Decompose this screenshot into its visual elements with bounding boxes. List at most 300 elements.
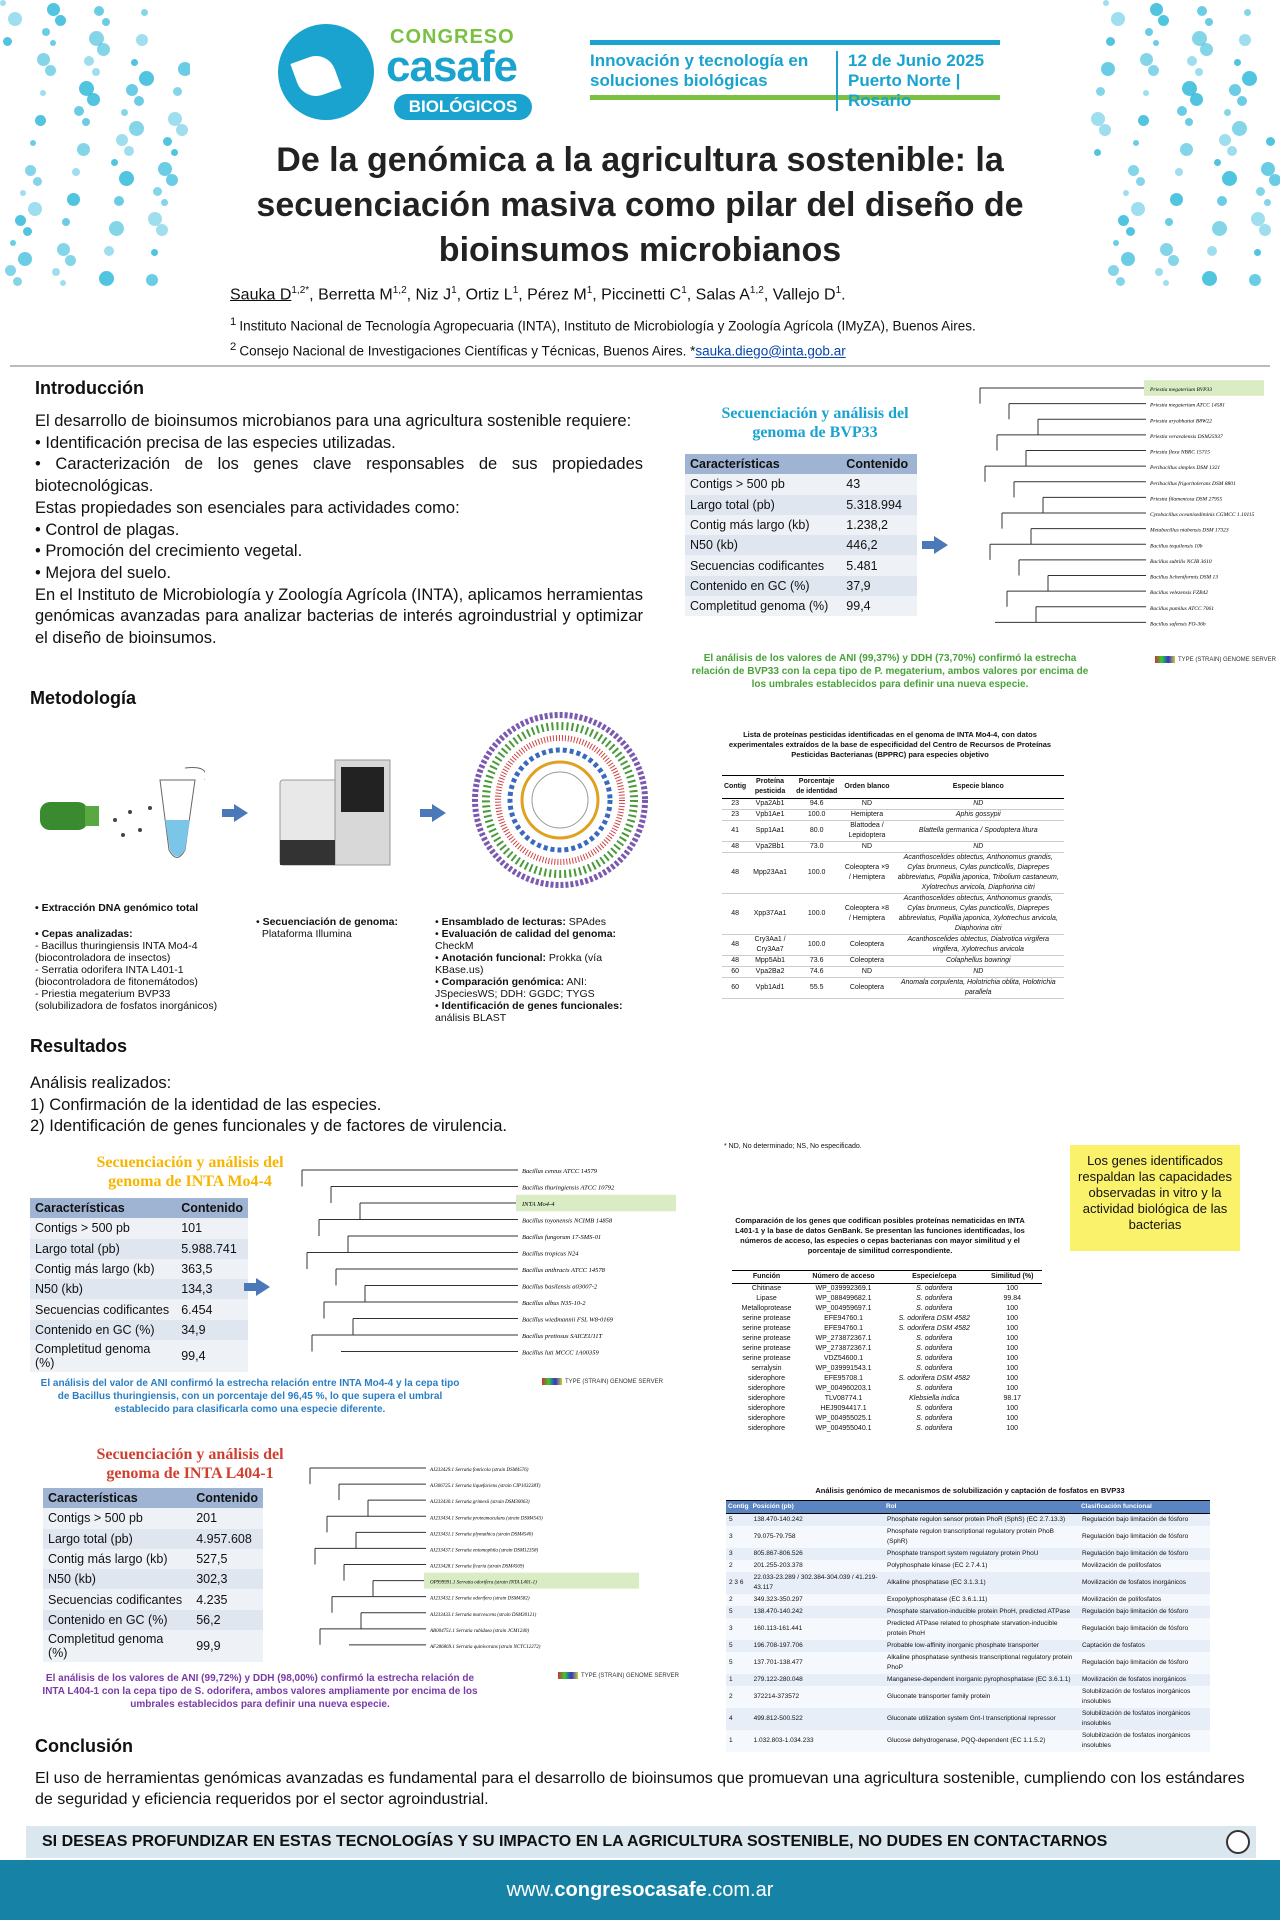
- table-cell: 98.17: [1003, 1395, 1021, 1402]
- table-cell: WP_004960203.1: [815, 1385, 872, 1392]
- table-cell: Polyphosphate kinase (EC 2.7.4.1): [887, 1562, 988, 1569]
- table-cell: Phosphate transport system regulatory protein PhoU: [887, 1550, 1039, 1557]
- pesticidal-table-title: Lista de proteínas pesticidas identificadas en el genoma de INTA Mo4-4, con datos experimentales extraídos de la base de especificidad del Centro de Recursos de Proteínas Pesticidas Bacterianas (BPPRC) para especies objetivo: [728, 730, 1052, 759]
- qr-code-icon[interactable]: [1226, 1830, 1250, 1854]
- tree-label: AJ233432.1 Serratia odorifera (strain DSM4582): [430, 1596, 530, 1602]
- table-row: [685, 535, 917, 555]
- table-cell: Solubilización de fosfatos inorgánicos insolubles: [1081, 1688, 1191, 1705]
- table-row: [30, 1218, 248, 1238]
- header-separator: [10, 365, 1270, 367]
- pattern-dot: [1239, 34, 1251, 46]
- tree-label: Bacillus fungorum 17-SMS-01: [522, 1234, 602, 1241]
- table-cell: 279.122-280.048: [753, 1676, 803, 1683]
- table-cell: S. odorifera: [916, 1355, 953, 1362]
- table-cell: 100: [1006, 1305, 1019, 1312]
- tree-label: OP999991.1 Serratia odorifera (strain INTA L401-1): [430, 1580, 537, 1586]
- pattern-dot: [1158, 15, 1169, 26]
- table-cell: Predicted ATPase related to phosphate starvation-inducible protein PhoH: [887, 1620, 1058, 1637]
- table-cell: 100.0: [792, 810, 841, 821]
- table-cell: Spp1Aa1: [748, 821, 792, 842]
- tree-label: Bacillus pretiosus SAICEU11T: [522, 1333, 603, 1340]
- author-name: Sauka D: [230, 286, 292, 304]
- table-row: [732, 1334, 1042, 1344]
- contact-banner-text: SI DESEAS PROFUNDIZAR EN ESTAS TECNOLOGÍAS Y SU IMPACTO EN LA AGRICULTURA SOSTENIBLE, NO DUDES EN CONTACTARNOS: [42, 1833, 1108, 1850]
- arrow-right-icon: [234, 804, 248, 822]
- pattern-dot: [37, 53, 50, 66]
- table-cell: 43: [841, 474, 917, 494]
- table-cell: 137.701-138.477: [753, 1659, 803, 1666]
- pattern-dot: [1200, 43, 1213, 56]
- pattern-dot: [65, 255, 76, 266]
- event-date: 12 de Junio 2025: [848, 51, 985, 70]
- tree-label: AJ233437.1 Serratia entomophila (strain DSM12358): [430, 1548, 539, 1554]
- table-cell: Contenido en GC (%): [685, 576, 841, 596]
- event-info: [590, 40, 1000, 110]
- pattern-dot: [114, 196, 124, 206]
- pattern-dot: [45, 65, 56, 76]
- pattern-dot: [1118, 215, 1129, 226]
- table-row: [685, 596, 917, 616]
- arrow-right-icon: [256, 1278, 270, 1296]
- pattern-dot: [97, 43, 110, 56]
- table-cell: Contig más largo (kb): [43, 1549, 191, 1569]
- pattern-dot: [1116, 277, 1125, 286]
- table-cell: 100: [1006, 1415, 1019, 1422]
- table-cell: siderophore: [748, 1425, 785, 1432]
- pesticidal-footnote: * ND, No determinado; NS, No especificado.: [724, 1143, 862, 1150]
- table-cell: 73.0: [792, 842, 841, 853]
- pattern-dot: [82, 118, 90, 126]
- table-cell: ND: [841, 967, 892, 978]
- logo-casafe: casafe: [386, 42, 518, 91]
- leaf-icon: [290, 50, 341, 101]
- results-line: 2) Identificación de genes funcionales y de factores de virulencia.: [30, 1117, 507, 1136]
- table-header: Contenido: [841, 454, 917, 474]
- table-cell: 363,5: [176, 1259, 248, 1279]
- table-cell: 99,9: [191, 1630, 263, 1662]
- tree-label: INTA Mo4-4: [522, 1201, 555, 1208]
- tree-label: Bacillus albus N35-10-2: [522, 1300, 586, 1307]
- mo44-tygs-logo: [542, 1378, 663, 1386]
- table-row: [732, 1414, 1042, 1424]
- methods-strain: (biocontroladora de insectos): [35, 952, 171, 964]
- affiliation-1-text: Instituto Nacional de Tecnología Agropecuaria (INTA), Instituto de Microbiología y Zoología Agrícola (IMyZA), Buenos Aires.: [239, 318, 976, 334]
- table-cell: S. odorifera: [916, 1385, 953, 1392]
- intro-line: • Identificación precisa de las especies utilizadas.: [35, 433, 396, 452]
- table-cell: Movilización de polifosfatos: [1081, 1562, 1162, 1569]
- table-cell: 2: [729, 1596, 733, 1603]
- illumina-sequencer-illustration: [275, 755, 400, 875]
- tree-label: Priestia filamentosa DSM 27955: [1150, 496, 1223, 503]
- pattern-dot: [141, 9, 148, 16]
- table-cell: 100: [1006, 1345, 1019, 1352]
- pattern-dot: [1256, 187, 1265, 196]
- pattern-dot: [94, 6, 104, 16]
- methods-strain: - Bacillus thuringiensis INTA Mo4-4: [35, 940, 198, 952]
- intro-line: • Caracterización de los genes clave responsables de sus propiedades biotecnológicas.: [35, 455, 643, 496]
- table-row: [722, 842, 1064, 853]
- tree-label: Bacillus velezensis FZB42: [1150, 590, 1209, 597]
- author-affiliation-sup: 1: [451, 285, 457, 296]
- table-row: [732, 1404, 1042, 1414]
- pattern-dot: [60, 280, 66, 286]
- table-cell: 1: [729, 1676, 733, 1683]
- table-header: Clasificación funcional: [1079, 1501, 1210, 1514]
- bvp33-tygs-logo: [1155, 656, 1276, 664]
- table-row: [726, 1674, 1210, 1686]
- table-row: [732, 1284, 1042, 1295]
- pattern-dot: [25, 165, 36, 176]
- poster-title: De la genómica a la agricultura sostenible: la secuenciación masiva como pilar del diseño de bioinsumos microbianos: [256, 141, 1024, 269]
- table-cell: 100: [1006, 1375, 1019, 1382]
- table-cell: ND: [893, 799, 1064, 810]
- table-cell: WP_004959697.1: [815, 1305, 872, 1312]
- methods-step-label: Evaluación de calidad del genoma:: [441, 928, 617, 940]
- pattern-dot: [163, 137, 172, 146]
- table-cell: Gluconate transporter family protein: [887, 1693, 991, 1700]
- tree-label: Cytobacillus oceanisediminis CGMCC 1.10115: [1150, 512, 1255, 518]
- table-cell: 2: [729, 1693, 733, 1700]
- pattern-dot: [1094, 149, 1101, 156]
- tree-label: AF286869.1 Serratia quinivorans (strain NCTC12272): [430, 1644, 541, 1650]
- pattern-dot: [1207, 246, 1217, 256]
- table-cell: Regulación bajo limitación de fósforo: [1081, 1516, 1189, 1523]
- table-row: [726, 1606, 1210, 1618]
- mo44-caption: El análisis del valor de ANI confirmó la estrecha relación entre INTA Mo4-4 y la cepa tipo de Bacillus thuringiensis, con un porcentaje del 96,45 %, lo que supera el umbral establecido para clasificarla como una especie diferente.: [40, 1378, 460, 1415]
- table-row: [732, 1384, 1042, 1394]
- tree-label: AJ233428.1 Serratia ficaria (strain DSM4569): [430, 1564, 525, 1570]
- table-cell: Vpb1Ad1: [748, 978, 792, 999]
- intro-line: • Mejora del suelo.: [35, 563, 172, 582]
- pattern-dot: [1187, 56, 1197, 66]
- methods-col-3: [435, 916, 645, 1024]
- dna-extraction-illustration: [35, 760, 205, 875]
- pattern-dot: [1126, 227, 1135, 236]
- pattern-dot: [72, 168, 80, 176]
- event-place: Puerto Norte | Rosario: [848, 71, 961, 110]
- table-row: [30, 1259, 248, 1279]
- pattern-dot: [87, 93, 100, 106]
- pattern-dot: [136, 34, 148, 46]
- table-row: [732, 1424, 1042, 1434]
- table-row: [732, 1304, 1042, 1314]
- table-row: [732, 1294, 1042, 1304]
- table-cell: Solubilización de fosfatos inorgánicos insolubles: [1081, 1710, 1191, 1727]
- tree-label: Priestia megaterium ATCC 14581: [1150, 402, 1226, 409]
- methods-sequencing-value: Plataforma Illumina: [261, 928, 352, 940]
- pattern-dot: [1170, 193, 1183, 206]
- pattern-dot: [166, 174, 178, 186]
- pattern-dot: [1143, 90, 1149, 96]
- pattern-dot: [0, 0, 6, 6]
- mo44-table: [30, 1198, 248, 1372]
- pattern-dot: [1205, 18, 1213, 26]
- table-cell: Glucose dehydrogenase, PQQ-dependent (EC 1.1.5.2): [887, 1737, 1046, 1744]
- table-cell: siderophore: [748, 1395, 785, 1402]
- table-header: Orden blanco: [841, 776, 892, 799]
- tree-label: Bacillus cereus ATCC 14579: [522, 1168, 598, 1175]
- table-cell: Regulación bajo limitación de fósforo: [1081, 1625, 1189, 1632]
- pattern-dot: [151, 249, 158, 256]
- table-cell: 80.0: [792, 821, 841, 842]
- table-cell: 100: [1006, 1385, 1019, 1392]
- table-cell: 446,2: [841, 535, 917, 555]
- methods-step-value: SPAdes: [565, 916, 606, 928]
- tygs-text: TYPE (STRAIN) GENOME SERVER: [581, 1673, 679, 1680]
- event-tagline: Innovación y tecnología en soluciones biológicas: [590, 51, 809, 90]
- table-cell: 23: [722, 799, 748, 810]
- table-row: [722, 894, 1064, 935]
- table-cell: EFE94760.1: [824, 1325, 863, 1332]
- contact-banner: [26, 1826, 1256, 1858]
- table-cell: S. odorifera: [916, 1345, 953, 1352]
- pattern-dot: [28, 202, 42, 216]
- table-cell: WP_273872367.1: [815, 1335, 872, 1342]
- table-cell: siderophore: [748, 1375, 785, 1382]
- table-cell: Probable low-affinity inorganic phosphate transporter: [887, 1642, 1040, 1649]
- intro-line: En el Instituto de Microbiología y Zoología Agrícola (INTA), aplicamos herramientas genómicas avanzadas para analizar bacterias de interés agroindustrial y optimizar el diseño de bioinsumos.: [35, 585, 643, 648]
- table-cell: 5.988.741: [176, 1239, 248, 1259]
- table-cell: 3: [729, 1625, 733, 1632]
- table-cell: siderophore: [748, 1385, 785, 1392]
- pattern-dot: [77, 143, 90, 156]
- l4041-tygs-logo: [558, 1672, 679, 1680]
- intro-line: Estas propiedades son esenciales para actividades como:: [35, 498, 460, 517]
- table-cell: 79.075-79.758: [753, 1533, 796, 1540]
- table-cell: Captación de fosfatos: [1081, 1642, 1145, 1649]
- table-cell: Metalloprotease: [741, 1305, 792, 1312]
- table-cell: 201.255-203.378: [753, 1562, 803, 1569]
- table-cell: 100: [1006, 1285, 1019, 1292]
- author-affiliation-sup: 1,2: [392, 285, 407, 296]
- table-cell: Contig más largo (kb): [30, 1259, 176, 1279]
- pattern-dot: [1264, 199, 1271, 206]
- table-cell: ND: [841, 799, 892, 810]
- intro-heading: Introducción: [35, 378, 144, 398]
- table-header: Especie blanco: [893, 776, 1064, 799]
- tree-label: Bacillus pumilus ATCC 7061: [1150, 605, 1215, 612]
- tree-label: AB004751.1 Serratia rubidaea (strain JCM1240): [430, 1628, 530, 1634]
- nematicidal-table-title: Comparación de los genes que codifican posibles proteínas nematicidas en INTA L401-1 y la base de datos GenBank. Se presentan las funciones identificadas, los números de acceso, las especies o cepas bacterianas con mayor similitud y el porcentaje de similitud correspondiente.: [735, 1216, 1025, 1255]
- table-cell: 34,9: [176, 1320, 248, 1340]
- methods-step: • Ensamblado de lecturas: SPAdes: [435, 916, 606, 928]
- table-row: [43, 1589, 263, 1609]
- author-affiliation-sup: 1,2: [749, 285, 764, 296]
- table-cell: 99,4: [841, 596, 917, 616]
- table-cell: Exopolyphosphatase (EC 3.6.1.11): [887, 1596, 988, 1603]
- table-cell: Regulación bajo limitación de fósforo: [1081, 1550, 1189, 1557]
- pattern-dot: [173, 87, 182, 96]
- pattern-dot: [1195, 68, 1203, 76]
- author-name: Salas A: [695, 286, 750, 304]
- table-row: [722, 853, 1064, 894]
- methods-heading: Metodología: [30, 688, 136, 708]
- table-cell: siderophore: [748, 1405, 785, 1412]
- table-header: Posición (pb): [751, 1501, 884, 1514]
- l4041-table: [43, 1488, 263, 1662]
- table-cell: Phosphate regulon transcriptional regulatory protein PhoB (SphR): [887, 1528, 1054, 1545]
- pattern-dot: [1140, 53, 1153, 66]
- table-row: [43, 1569, 263, 1589]
- pattern-dot: [1266, 137, 1275, 146]
- pattern-dot: [1099, 124, 1111, 136]
- pattern-dot: [156, 224, 168, 236]
- table-cell: 100: [1006, 1325, 1019, 1332]
- table-cell: Coleoptera: [841, 978, 892, 999]
- table-cell: 5.481: [841, 555, 917, 575]
- tygs-text: TYPE (STRAIN) GENOME SERVER: [1178, 657, 1276, 664]
- table-row: [732, 1344, 1042, 1354]
- arrow-right-icon: [432, 804, 446, 822]
- table-cell: 100: [1006, 1355, 1019, 1362]
- pattern-dot: [1108, 265, 1119, 276]
- table-cell: Movilización de polifosfatos: [1081, 1596, 1162, 1603]
- pattern-dot: [178, 62, 190, 76]
- email-link[interactable]: sauka.diego@inta.gob.ar: [695, 343, 846, 359]
- tree-label: Peribacillus frigoritolerans DSM 8801: [1150, 480, 1236, 487]
- pattern-dot: [171, 149, 178, 156]
- table-cell: 805.867-806.526: [753, 1550, 803, 1557]
- pattern-dot: [1128, 165, 1139, 176]
- pattern-dot: [1254, 249, 1261, 256]
- table-row: [722, 810, 1064, 821]
- phosphate-table: [726, 1500, 1210, 1752]
- table-cell: Alkaline phosphatase (EC 3.1.3.1): [887, 1579, 986, 1586]
- methods-step: • Comparación genómica: ANI: JSpeciesWS; DDH: GGDC; TYGS: [435, 976, 595, 1000]
- pesticidal-table: [722, 775, 1064, 999]
- pattern-dot: [1106, 37, 1115, 46]
- pattern-dot: [84, 56, 94, 66]
- table-header: Contig: [726, 1501, 751, 1514]
- table-row: [722, 956, 1064, 967]
- table-cell: S. odorifera: [916, 1415, 953, 1422]
- table-row: [43, 1610, 263, 1630]
- table-cell: Manganese-dependent inorganic pyrophosphatase (EC 3.6.1.1): [887, 1676, 1071, 1683]
- pattern-dot: [1148, 65, 1159, 76]
- table-cell: 41: [722, 821, 748, 842]
- tree-label: Bacillus thuringiensis ATCC 10792: [522, 1184, 615, 1192]
- table-cell: 1.032.803-1.034.233: [753, 1737, 814, 1744]
- table-cell: 5: [729, 1516, 733, 1523]
- pattern-dot: [1150, 3, 1163, 16]
- authors: Sauka $D^{1,2*}$, Berretta M$^{1,2}$, Niz $J^1$, Ortiz $L^1$, Pérez $M^1$, Piccinetti $C^1$, Salas A$^{1,2}$, Vallejo $D^1$.: [230, 285, 846, 304]
- table-cell: 4.957.608: [191, 1529, 263, 1549]
- pattern-dot: [134, 96, 144, 106]
- methods-strain: - Priestia megaterium BVP33: [35, 988, 171, 1000]
- table-cell: 3: [729, 1550, 733, 1557]
- table-cell: Colaphellus bowringi: [893, 956, 1064, 967]
- tree-label: Priestia veravalensis DSM25937: [1150, 433, 1223, 440]
- tree-label: Metabacillus niabensis DSM 17323: [1150, 527, 1229, 534]
- table-cell: 23: [722, 810, 748, 821]
- pattern-dot: [1197, 6, 1207, 16]
- table-row: [722, 978, 1064, 999]
- table-cell: Lipase: [756, 1295, 777, 1302]
- table-row: [726, 1652, 1210, 1674]
- table-cell: S. odorifera DSM 4582: [898, 1315, 970, 1322]
- pattern-dot: [1168, 255, 1179, 266]
- table-cell: 5: [729, 1642, 733, 1649]
- methods-strains-title: • Cepas analizadas:: [35, 928, 133, 940]
- table-cell: Solubilización de fosfatos inorgánicos insolubles: [1081, 1732, 1191, 1749]
- pattern-dot: [139, 71, 154, 86]
- tygs-text: TYPE (STRAIN) GENOME SERVER: [565, 1379, 663, 1386]
- table-cell: Secuencias codificantes: [685, 555, 841, 575]
- table-row: [722, 821, 1064, 842]
- pattern-dot: [67, 193, 80, 206]
- tree-label: AJ233431.1 Serratia plymuthica (strain DSM4540): [430, 1532, 533, 1538]
- table-cell: 6.454: [176, 1299, 248, 1319]
- pattern-dot: [1136, 177, 1145, 186]
- pattern-dot: [1160, 243, 1173, 256]
- table-cell: S. odorifera: [916, 1425, 953, 1432]
- table-row: [732, 1364, 1042, 1374]
- pattern-dot: [116, 134, 128, 146]
- pattern-dot: [42, 28, 50, 36]
- pattern-dot: [1121, 252, 1135, 266]
- pattern-dot: [1214, 159, 1221, 166]
- table-cell: 3: [729, 1533, 733, 1540]
- table-cell: Completitud genoma (%): [30, 1340, 176, 1372]
- pattern-dot: [1227, 146, 1237, 156]
- pattern-dot: [176, 124, 188, 136]
- bvp33-table: [685, 454, 917, 616]
- footer-url-bold: congresocasafe: [554, 1879, 707, 1901]
- pattern-dot: [1155, 268, 1163, 276]
- logo-circle: [278, 24, 374, 120]
- results-line: Análisis realizados:: [30, 1074, 172, 1092]
- table-row: [43, 1529, 263, 1549]
- pattern-dot: [35, 115, 46, 126]
- tree-label: AJ233430.1 Serratia grimesii (strain DSM30063): [430, 1500, 530, 1506]
- table-cell: WP_039992369.1: [815, 1285, 872, 1292]
- table-cell: 56,2: [191, 1610, 263, 1630]
- results-heading: Resultados: [30, 1036, 128, 1056]
- methods-strain: (solubilizadora de fosfatos inorgánicos): [35, 1000, 218, 1012]
- table-cell: 48: [722, 842, 748, 853]
- pattern-dot: [109, 221, 124, 236]
- pattern-dot: [126, 84, 138, 96]
- table-cell: EFE95708.1: [824, 1375, 863, 1382]
- table-cell: 100: [1006, 1335, 1019, 1342]
- table-header: Características: [685, 454, 841, 474]
- table-cell: 1: [729, 1737, 733, 1744]
- table-cell: Mpp23Aa1: [748, 853, 792, 894]
- table-cell: S. odorifera: [916, 1405, 953, 1412]
- bvp33-caption: El análisis de los valores de ANI (99,37%) y DDH (73,70%) confirmó la estrecha relación de BVP33 con la cepa tipo de P. megaterium, ambos valores por encima de los umbrales establecidos para definir una nueva especie.: [691, 653, 1089, 690]
- table-cell: 527,5: [191, 1549, 263, 1569]
- table-cell: Contigs > 500 pb: [685, 474, 841, 494]
- table-header: Especie/cepa: [886, 1271, 982, 1284]
- methods-col-1: [35, 902, 235, 1012]
- table-row: [726, 1548, 1210, 1560]
- affiliation-2-text: Consejo Nacional de Investigaciones Científicas y Técnicas, Buenos Aires. *: [239, 343, 696, 359]
- table-row: [30, 1320, 248, 1340]
- table-cell: 2 3 6: [729, 1579, 744, 1586]
- table-cell: Contenido en GC (%): [43, 1610, 191, 1630]
- table-row: [732, 1324, 1042, 1334]
- intro-line: • Control de plagas.: [35, 520, 180, 539]
- table-cell: 99.84: [1003, 1295, 1021, 1302]
- table-cell: 48: [722, 853, 748, 894]
- pattern-dot: [8, 12, 22, 26]
- table-row: [685, 555, 917, 575]
- pattern-dot: [47, 3, 60, 16]
- table-row: [685, 495, 917, 515]
- tree-label: Priestia megaterium BVP33: [1150, 387, 1213, 393]
- table-row: [732, 1394, 1042, 1404]
- author-affiliation-sup: 1: [835, 285, 842, 296]
